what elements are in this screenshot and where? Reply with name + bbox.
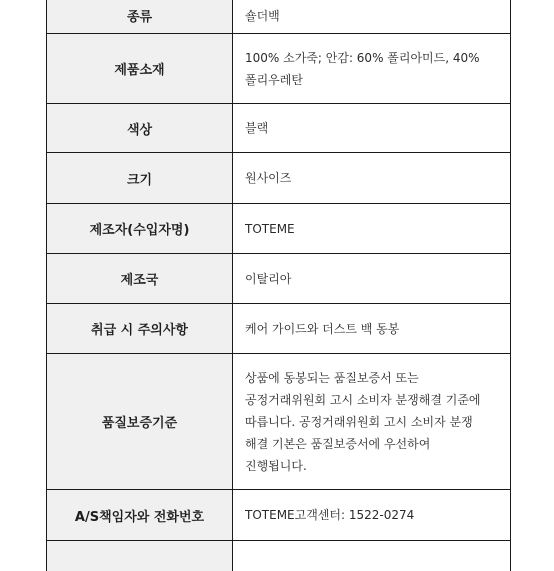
row-label xyxy=(47,541,233,571)
table-row-size xyxy=(47,153,510,204)
row-value: 블랙 xyxy=(233,104,510,152)
row-value xyxy=(233,541,510,571)
table-row-care xyxy=(47,304,510,354)
row-label: 제품소재 xyxy=(47,34,233,103)
row-value: TOTEME고객센터: 1522-0274 xyxy=(233,490,510,540)
row-label: 제조국 xyxy=(47,254,233,303)
table-row-color xyxy=(47,104,510,153)
row-value: 100% 소가죽; 안감: 60% 폴리아미드, 40% 폴리우레탄 xyxy=(233,34,510,103)
row-value: 이탈리아 xyxy=(233,254,510,303)
row-label: A/S책임자와 전화번호 xyxy=(47,490,233,540)
row-value: 상품에 동봉되는 품질보증서 또는 공정거래위원회 고시 소비자 분쟁해결 기준에 따릅니다. 공정거래위원회 고시 소비자 분쟁 해결 기본은 품질보증서에 우선하여 진행됩니다. xyxy=(233,354,510,489)
row-value: TOTEME xyxy=(233,204,510,253)
row-value: 케어 가이드와 더스트 백 동봉 xyxy=(233,304,510,353)
row-label: 취급 시 주의사항 xyxy=(47,304,233,353)
product-info-table xyxy=(46,0,511,571)
row-label: 품질보증기준 xyxy=(47,354,233,489)
row-label: 제조자(수입자명) xyxy=(47,204,233,253)
row-value: 숄더백 xyxy=(233,0,510,33)
row-label: 색상 xyxy=(47,104,233,152)
row-label: 종류 xyxy=(47,0,233,33)
table-row-material xyxy=(47,34,510,104)
table-row-warranty xyxy=(47,354,510,490)
row-label: 크기 xyxy=(47,153,233,203)
table-row-country xyxy=(47,254,510,304)
row-value: 원사이즈 xyxy=(233,153,510,203)
table-row-type xyxy=(47,0,510,34)
table-row-manufacturer xyxy=(47,204,510,254)
table-row-empty xyxy=(47,541,510,571)
table-row-after-service xyxy=(47,490,510,541)
